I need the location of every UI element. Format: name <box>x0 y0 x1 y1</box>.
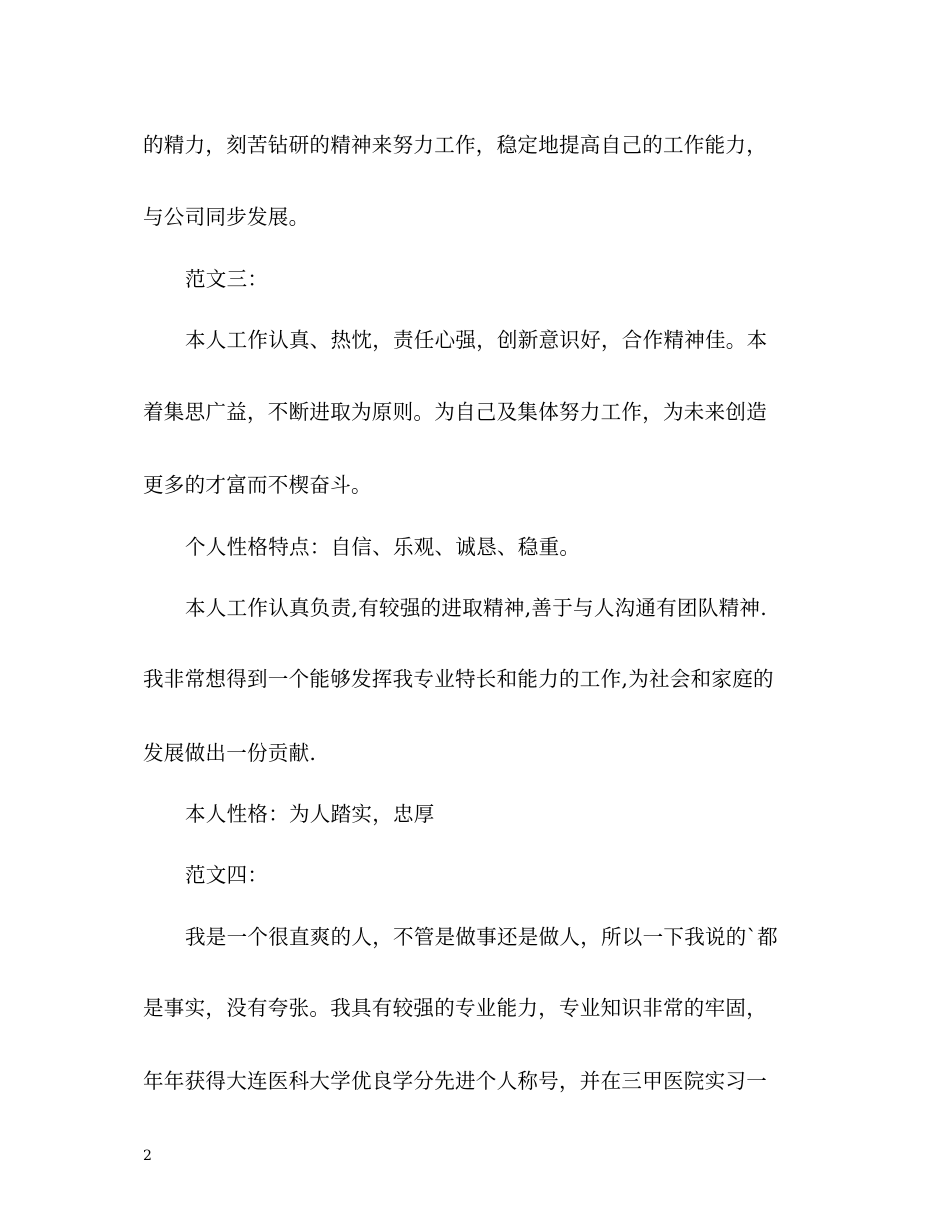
text-line: 与公司同步发展。 <box>143 205 310 229</box>
text-line: 着集思广益，不断进取为原则。为自己及集体努力工作，为未来创造 <box>143 400 767 424</box>
text-line: 个人性格特点：自信、乐观、诚恳、稳重。 <box>185 535 581 559</box>
text-line: 更多的才富而不楔奋斗。 <box>143 473 372 497</box>
text-line: 本人工作认真、热忱，责任心强，创新意识好，合作精神佳。本 <box>185 328 768 352</box>
page-number: 2 <box>143 1148 152 1164</box>
text-line: 发展做出一份贡献. <box>143 741 317 765</box>
text-line: 我是一个很直爽的人，不管是做事还是做人，所以一下我说的`都 <box>185 925 778 949</box>
text-line: 本人工作认真负责,有较强的进取精神,善于与人沟通有团队精神. <box>185 596 768 620</box>
text-line: 本人性格：为人踏实，忠厚 <box>185 802 435 826</box>
section-heading: 范文四： <box>185 863 269 887</box>
text-line: 我非常想得到一个能够发挥我专业特长和能力的工作,为社会和家庭的 <box>143 667 774 691</box>
text-line: 年年获得大连医科大学优良学分先进个人称号，并在三甲医院实习一 <box>143 1069 767 1093</box>
section-heading: 范文三： <box>185 267 269 291</box>
text-line: 的精力，刻苦钻研的精神来努力工作，稳定地提高自己的工作能力， <box>143 133 767 157</box>
text-line: 是事实，没有夸张。我具有较强的专业能力，专业知识非常的牢固， <box>143 996 767 1020</box>
